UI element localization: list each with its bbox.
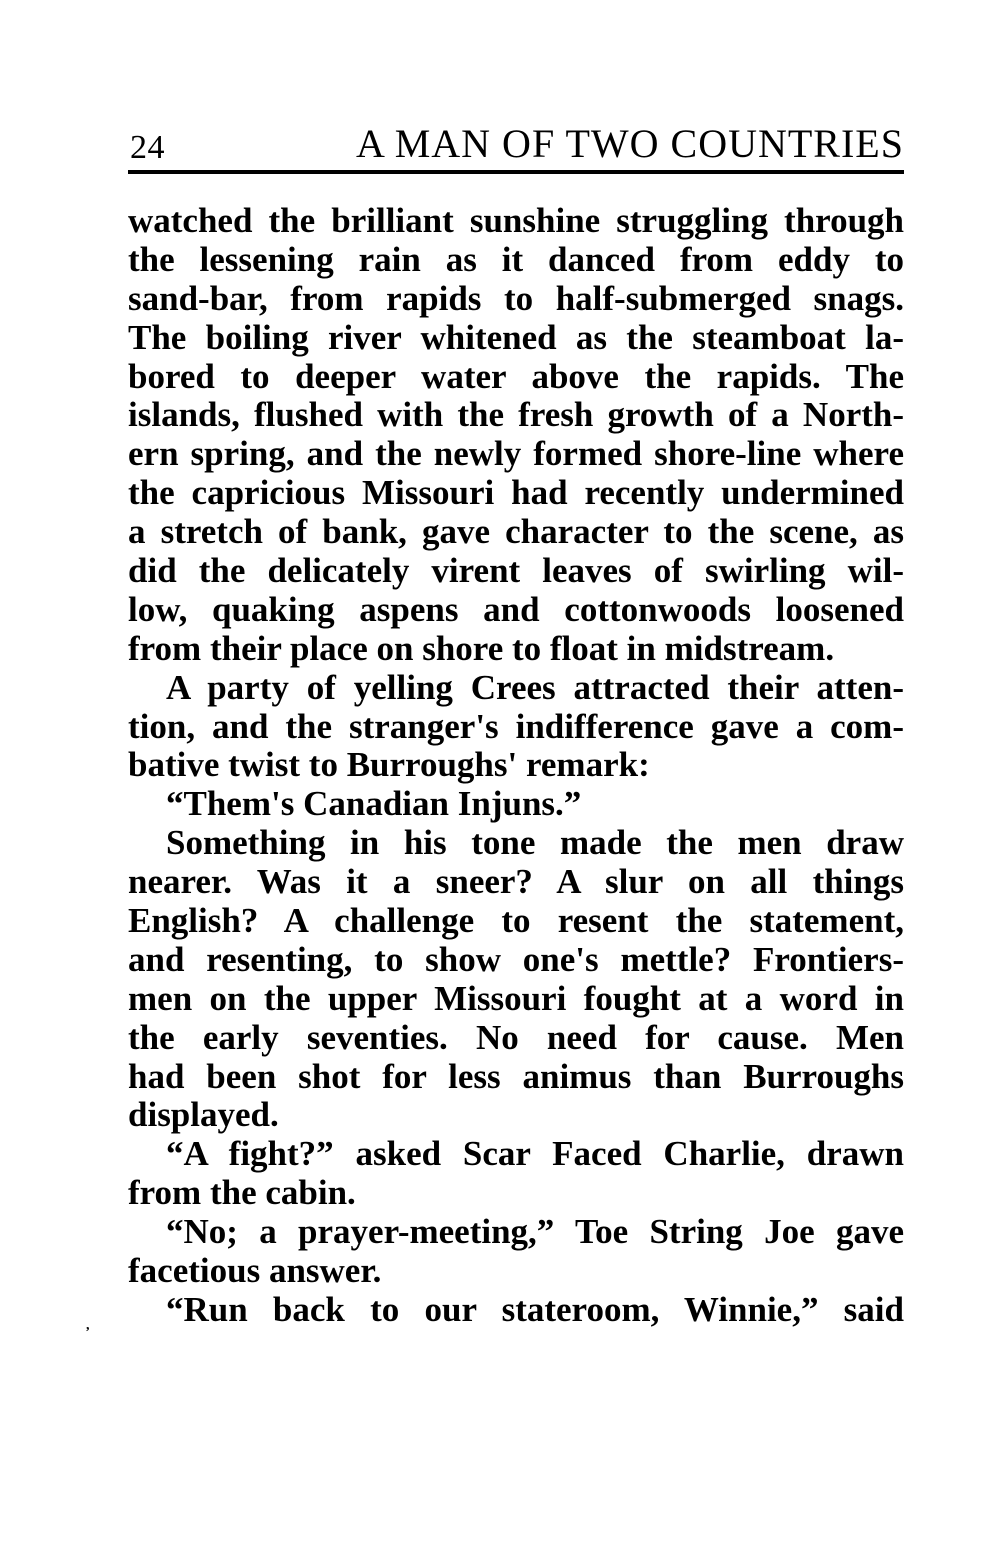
body-text xyxy=(128,202,904,1330)
text-line: from the cabin. xyxy=(128,1173,356,1213)
text-line: watched the brilliant sunshine struggling through xyxy=(128,201,904,240)
text-line: The boiling river whitened as the steamboat la- xyxy=(128,317,904,357)
text-line: nearer. Was it a sneer? A slur on all things xyxy=(128,862,904,902)
text-line: from their place on shore to float in midstream. xyxy=(128,628,835,668)
text-line: the early seventies. No need for cause. Men xyxy=(128,1017,904,1057)
text-line: “No; a prayer-meeting,” Toe String Joe gave xyxy=(166,1212,904,1252)
running-title: A MAN OF TWO COUNTRIES xyxy=(356,121,904,166)
margin-mark: , xyxy=(86,1318,90,1333)
text-line: English? A challenge to resent the statement, xyxy=(128,901,904,941)
text-line: ern spring, and the newly formed shore-line where xyxy=(128,434,904,474)
text-line: a stretch of bank, gave character to the scene, as xyxy=(128,512,904,552)
text-line: displayed. xyxy=(128,1095,279,1135)
page-number: 24 xyxy=(130,129,165,166)
text-line: tion, and the stranger's indifference gave a com- xyxy=(128,706,904,746)
text-line: “Them's Canadian Injuns.” xyxy=(166,784,582,824)
text-line: bored to deeper water above the rapids. The xyxy=(128,356,904,396)
text-line: facetious answer. xyxy=(128,1251,382,1291)
text-line: and resenting, to show one's mettle? Frontiers- xyxy=(128,939,904,979)
text-line: “A fight?” asked Scar Faced Charlie, drawn xyxy=(166,1134,904,1174)
running-head xyxy=(128,118,904,170)
text-line: did the delicately virent leaves of swirling wil- xyxy=(128,551,904,591)
book-page xyxy=(128,118,904,1330)
text-line: the lessening rain as it danced from eddy to xyxy=(128,239,904,279)
header-rule xyxy=(128,170,904,174)
text-line: A party of yelling Crees attracted their atten- xyxy=(166,667,904,707)
text-line: had been shot for less animus than Burroughs xyxy=(128,1056,904,1096)
text-line: low, quaking aspens and cottonwoods loosened xyxy=(128,589,904,629)
text-line: men on the upper Missouri fought at a word in xyxy=(128,978,904,1018)
text-line: islands, flushed with the fresh growth of a North- xyxy=(128,395,904,435)
text-line: the capricious Missouri had recently undermined xyxy=(128,473,904,513)
text-line: Something in his tone made the men draw xyxy=(166,823,904,863)
text-line: “Run back to our stateroom, Winnie,” said xyxy=(166,1289,904,1329)
text-line: sand-bar, from rapids to half-submerged snags. xyxy=(128,278,904,318)
text-line: bative twist to Burroughs' remark: xyxy=(128,745,650,785)
